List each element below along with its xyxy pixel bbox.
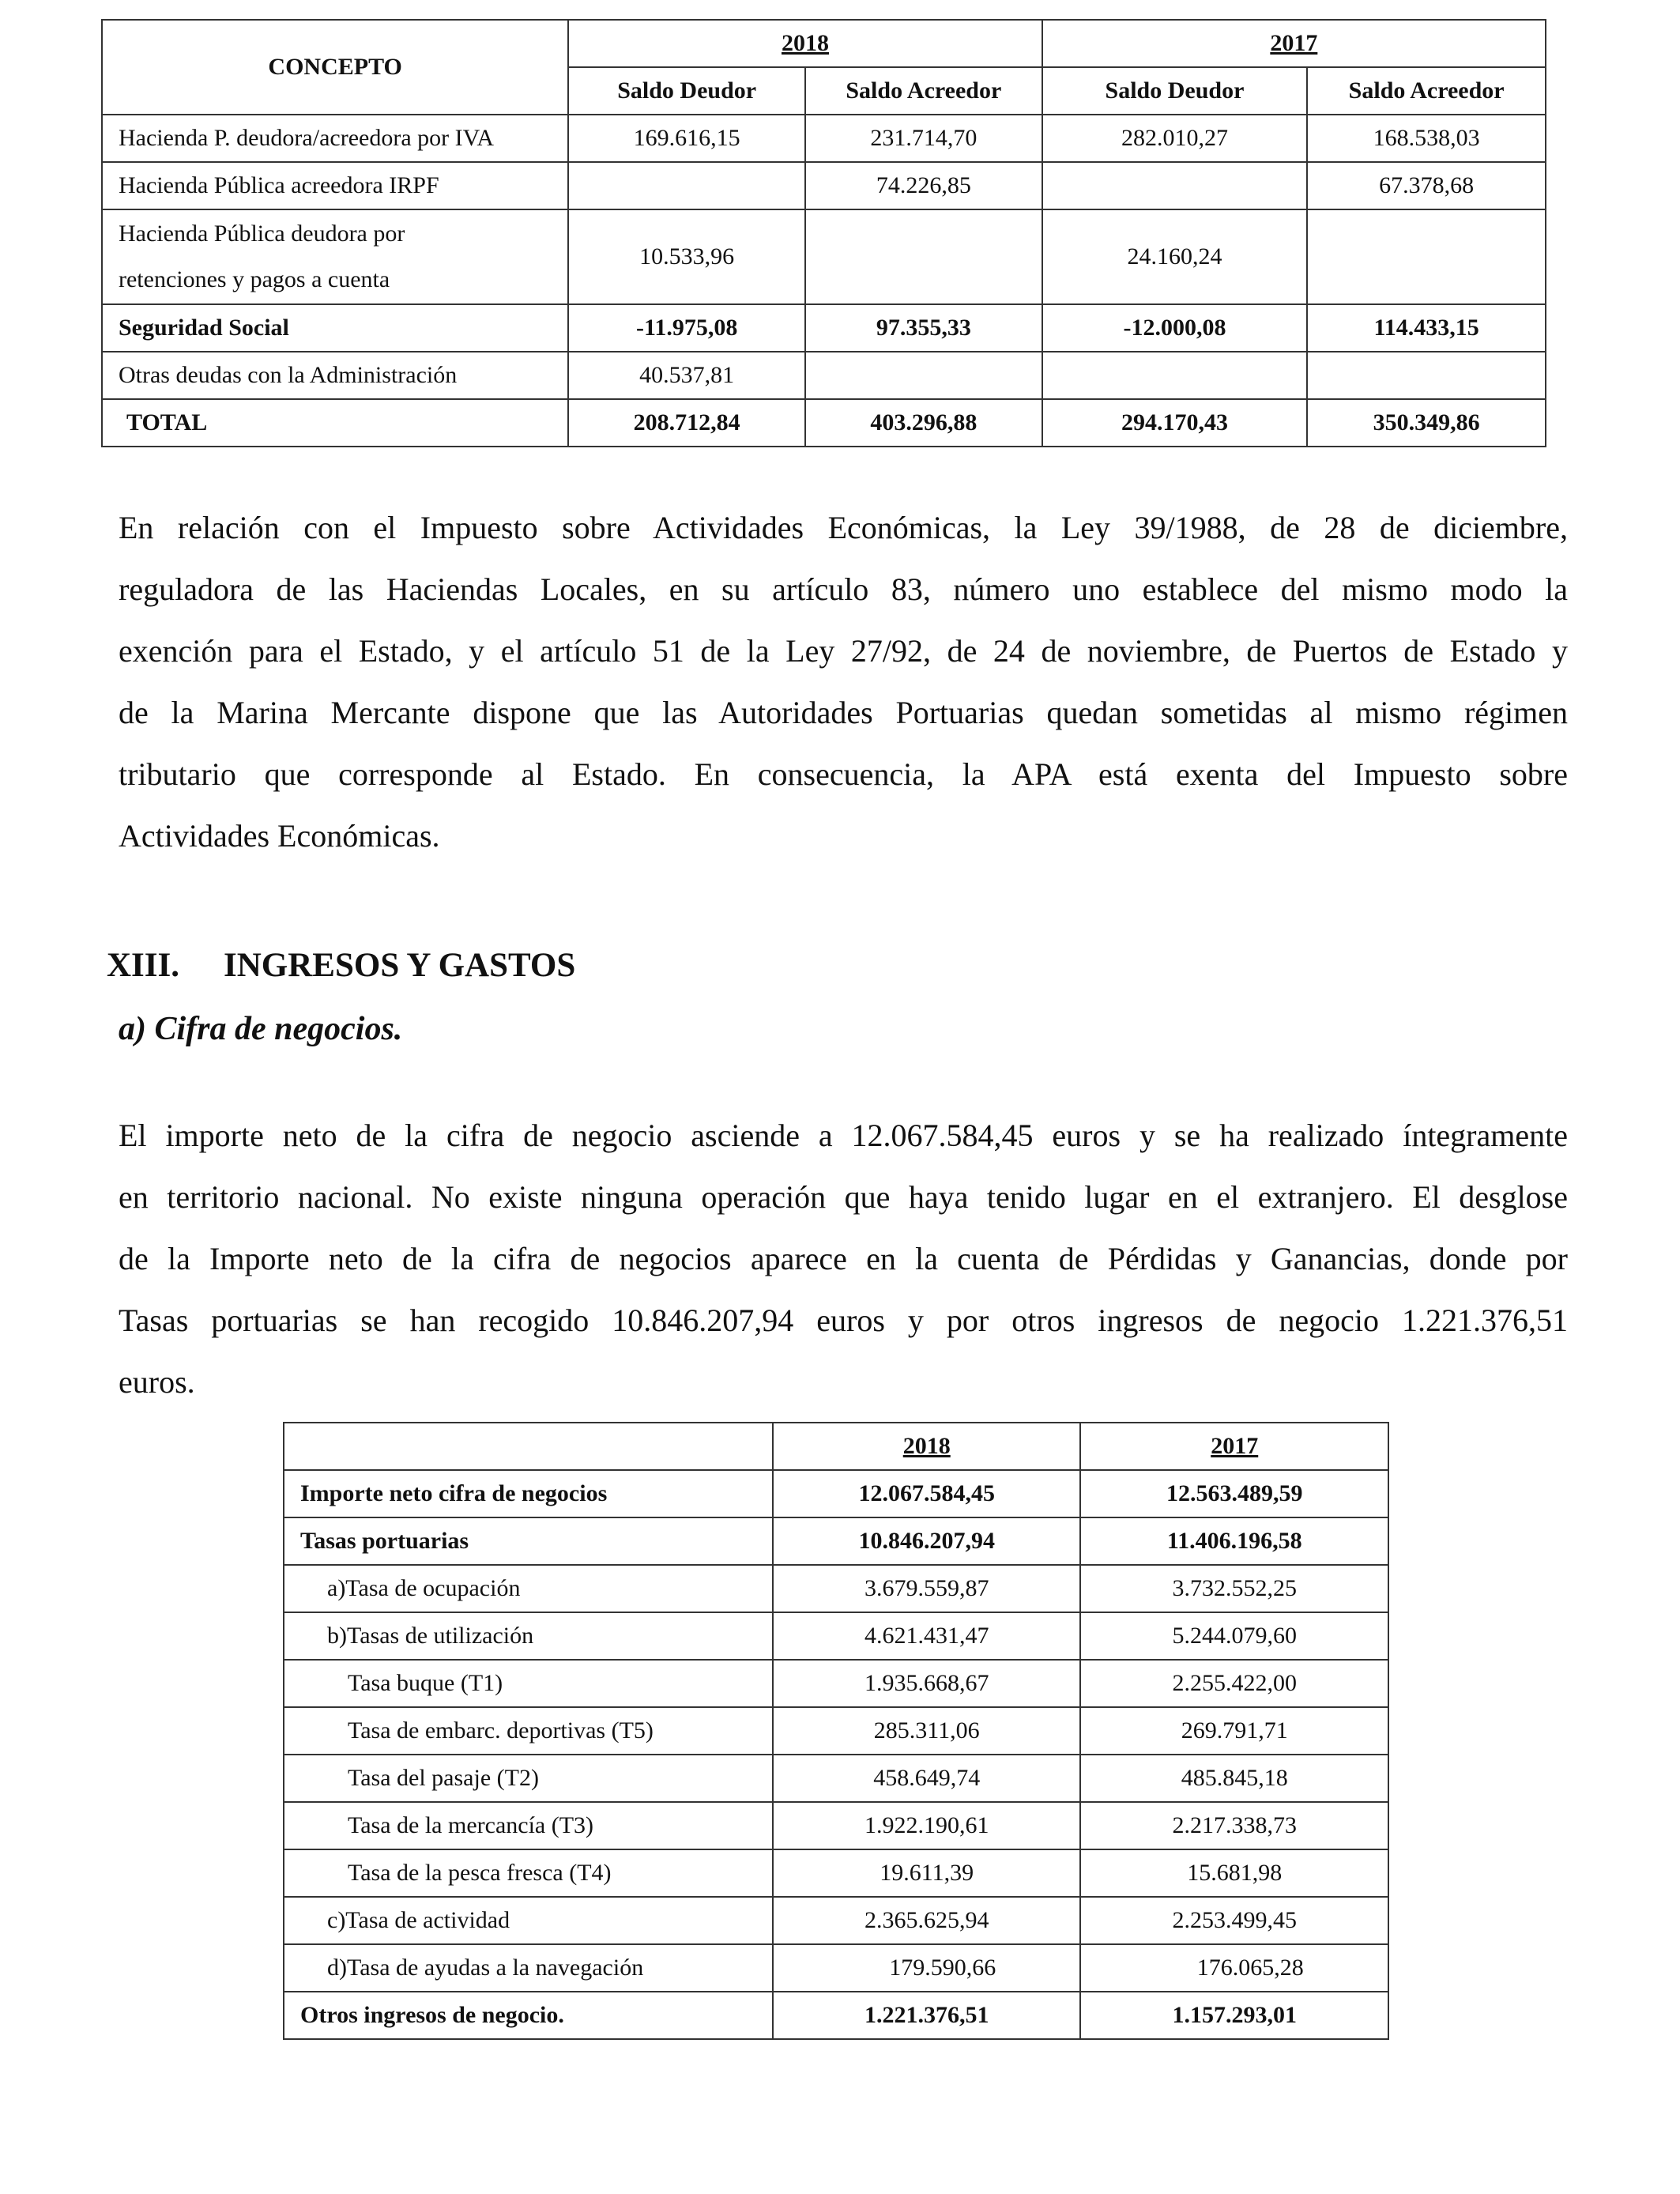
year-header-2017: 2017 <box>1042 20 1546 67</box>
table-row <box>284 1517 1388 1565</box>
cell-value: 5.244.079,60 <box>1080 1612 1388 1660</box>
cell-value: 485.845,18 <box>1080 1755 1388 1802</box>
cell-value: 179.590,66 <box>773 1944 1080 1992</box>
row-label: Tasa de la pesca fresca (T4) <box>284 1849 773 1897</box>
table-row <box>102 115 1546 162</box>
row-label <box>102 209 568 304</box>
table-row <box>102 352 1546 399</box>
cell-value: 3.679.559,87 <box>773 1565 1080 1612</box>
cell-value <box>1042 352 1308 399</box>
cell-value: 2.255.422,00 <box>1080 1660 1388 1707</box>
turnover-table <box>283 1422 1389 2040</box>
cell-value: 1.221.376,51 <box>773 1992 1080 2039</box>
cell-value: 169.616,15 <box>568 115 805 162</box>
table-row <box>284 1612 1388 1660</box>
cell-value: 176.065,28 <box>1080 1944 1388 1992</box>
cell-value: 19.611,39 <box>773 1849 1080 1897</box>
row-label: Hacienda P. deudora/acreedora por IVA <box>102 115 568 162</box>
year-header-2018: 2018 <box>568 20 1042 67</box>
subheader-saldo-deudor: Saldo Deudor <box>1042 67 1308 115</box>
table-row <box>284 1565 1388 1612</box>
cell-value: 114.433,15 <box>1307 304 1546 352</box>
paragraph-line: de la Importe neto de la cifra de negocios aparece en la cuenta de Pérdidas y Ganancias, donde por <box>119 1241 1568 1276</box>
cell-value: 15.681,98 <box>1080 1849 1388 1897</box>
cell-value: 4.621.431,47 <box>773 1612 1080 1660</box>
paragraph-line: Actividades Económicas. <box>119 818 440 854</box>
cell-value <box>805 352 1042 399</box>
row-label: Tasa buque (T1) <box>284 1660 773 1707</box>
iae-paragraph <box>119 497 1568 867</box>
section-number: XIII. <box>107 947 180 984</box>
total-row <box>102 399 1546 447</box>
table-row <box>102 304 1546 352</box>
row-label-line-2: retenciones y pagos a cuenta <box>119 266 390 292</box>
cell-value: 1.922.190,61 <box>773 1802 1080 1849</box>
cell-value: 67.378,68 <box>1307 162 1546 209</box>
cell-value: 97.355,33 <box>805 304 1042 352</box>
subsection-heading: a) Cifra de negocios. <box>119 1011 403 1047</box>
row-label-line-1: Hacienda Pública deudora por <box>119 221 405 247</box>
cell-value: 10.533,96 <box>568 209 805 304</box>
table-row <box>284 1992 1388 2039</box>
table-row <box>284 1944 1388 1992</box>
row-label: Tasa de la mercancía (T3) <box>284 1802 773 1849</box>
row-label: Otros ingresos de negocio. <box>284 1992 773 2039</box>
empty-header-cell <box>284 1423 773 1470</box>
cell-value: 294.170,43 <box>1042 399 1308 447</box>
concept-header: CONCEPTO <box>102 20 568 115</box>
row-label: Importe neto cifra de negocios <box>284 1470 773 1517</box>
table-row <box>284 1470 1388 1517</box>
turnover-paragraph <box>119 1105 1568 1413</box>
row-label: c)Tasa de actividad <box>284 1897 773 1944</box>
paragraph-line: Tasas portuarias se han recogido 10.846.207,94 euros y por otros ingresos de negocio 1.221.376,51 <box>119 1302 1568 1338</box>
cell-value <box>568 162 805 209</box>
paragraph-line: reguladora de las Haciendas Locales, en su artículo 83, número uno establece del mismo modo la <box>119 571 1568 607</box>
cell-value: 231.714,70 <box>805 115 1042 162</box>
cell-value: 2.217.338,73 <box>1080 1802 1388 1849</box>
row-label: Tasa del pasaje (T2) <box>284 1755 773 1802</box>
cell-value: 40.537,81 <box>568 352 805 399</box>
cell-value: 74.226,85 <box>805 162 1042 209</box>
cell-value: 282.010,27 <box>1042 115 1308 162</box>
tax-balances-table <box>101 19 1546 447</box>
year-header-2018: 2018 <box>773 1423 1080 1470</box>
cell-value: 12.067.584,45 <box>773 1470 1080 1517</box>
row-label: Seguridad Social <box>102 304 568 352</box>
cell-value <box>1307 209 1546 304</box>
paragraph-line: euros. <box>119 1364 195 1400</box>
row-label: Otras deudas con la Administración <box>102 352 568 399</box>
paragraph-line: exención para el Estado, y el artículo 51 de la Ley 27/92, de 24 de noviembre, de Puertos de Estado y <box>119 633 1568 669</box>
table-row <box>102 209 1546 304</box>
row-label: TOTAL <box>102 399 568 447</box>
cell-value: 12.563.489,59 <box>1080 1470 1388 1517</box>
section-heading <box>107 946 575 985</box>
cell-value: 1.935.668,67 <box>773 1660 1080 1707</box>
table-row <box>284 1849 1388 1897</box>
cell-value <box>1042 162 1308 209</box>
cell-value: 24.160,24 <box>1042 209 1308 304</box>
table-row <box>284 1755 1388 1802</box>
table-row <box>102 162 1546 209</box>
row-label: a)Tasa de ocupación <box>284 1565 773 1612</box>
subheader-saldo-deudor: Saldo Deudor <box>568 67 805 115</box>
row-label: Hacienda Pública acreedora IRPF <box>102 162 568 209</box>
paragraph-line: en territorio nacional. No existe ninguna operación que haya tenido lugar en el extranjero. El desglose <box>119 1179 1568 1215</box>
paragraph-line: El importe neto de la cifra de negocio asciende a 12.067.584,45 euros y se ha realizado íntegramente <box>119 1118 1568 1153</box>
cell-value: 285.311,06 <box>773 1707 1080 1755</box>
subheader-saldo-acreedor: Saldo Acreedor <box>805 67 1042 115</box>
cell-value: -12.000,08 <box>1042 304 1308 352</box>
table-row <box>284 1802 1388 1849</box>
year-header-2017: 2017 <box>1080 1423 1388 1470</box>
cell-value: 269.791,71 <box>1080 1707 1388 1755</box>
paragraph-line: En relación con el Impuesto sobre Actividades Económicas, la Ley 39/1988, de 28 de diciembre, <box>119 510 1568 545</box>
cell-value: 11.406.196,58 <box>1080 1517 1388 1565</box>
cell-value <box>805 209 1042 304</box>
subheader-saldo-acreedor: Saldo Acreedor <box>1307 67 1546 115</box>
row-label: Tasa de embarc. deportivas (T5) <box>284 1707 773 1755</box>
row-label: Tasas portuarias <box>284 1517 773 1565</box>
cell-value: 2.365.625,94 <box>773 1897 1080 1944</box>
cell-value: 458.649,74 <box>773 1755 1080 1802</box>
cell-value: 350.349,86 <box>1307 399 1546 447</box>
cell-value: 1.157.293,01 <box>1080 1992 1388 2039</box>
row-label: b)Tasas de utilización <box>284 1612 773 1660</box>
paragraph-line: tributario que corresponde al Estado. En consecuencia, la APA está exenta del Impuesto sobre <box>119 756 1568 792</box>
cell-value: 208.712,84 <box>568 399 805 447</box>
table-row <box>284 1707 1388 1755</box>
cell-value: 10.846.207,94 <box>773 1517 1080 1565</box>
cell-value: -11.975,08 <box>568 304 805 352</box>
paragraph-line: de la Marina Mercante dispone que las Autoridades Portuarias quedan sometidas al mismo régimen <box>119 695 1568 730</box>
cell-value: 2.253.499,45 <box>1080 1897 1388 1944</box>
table-row <box>284 1897 1388 1944</box>
row-label: d)Tasa de ayudas a la navegación <box>284 1944 773 1992</box>
cell-value <box>1307 352 1546 399</box>
cell-value: 168.538,03 <box>1307 115 1546 162</box>
section-title: INGRESOS Y GASTOS <box>224 947 576 984</box>
cell-value: 403.296,88 <box>805 399 1042 447</box>
cell-value: 3.732.552,25 <box>1080 1565 1388 1612</box>
table-row <box>284 1660 1388 1707</box>
